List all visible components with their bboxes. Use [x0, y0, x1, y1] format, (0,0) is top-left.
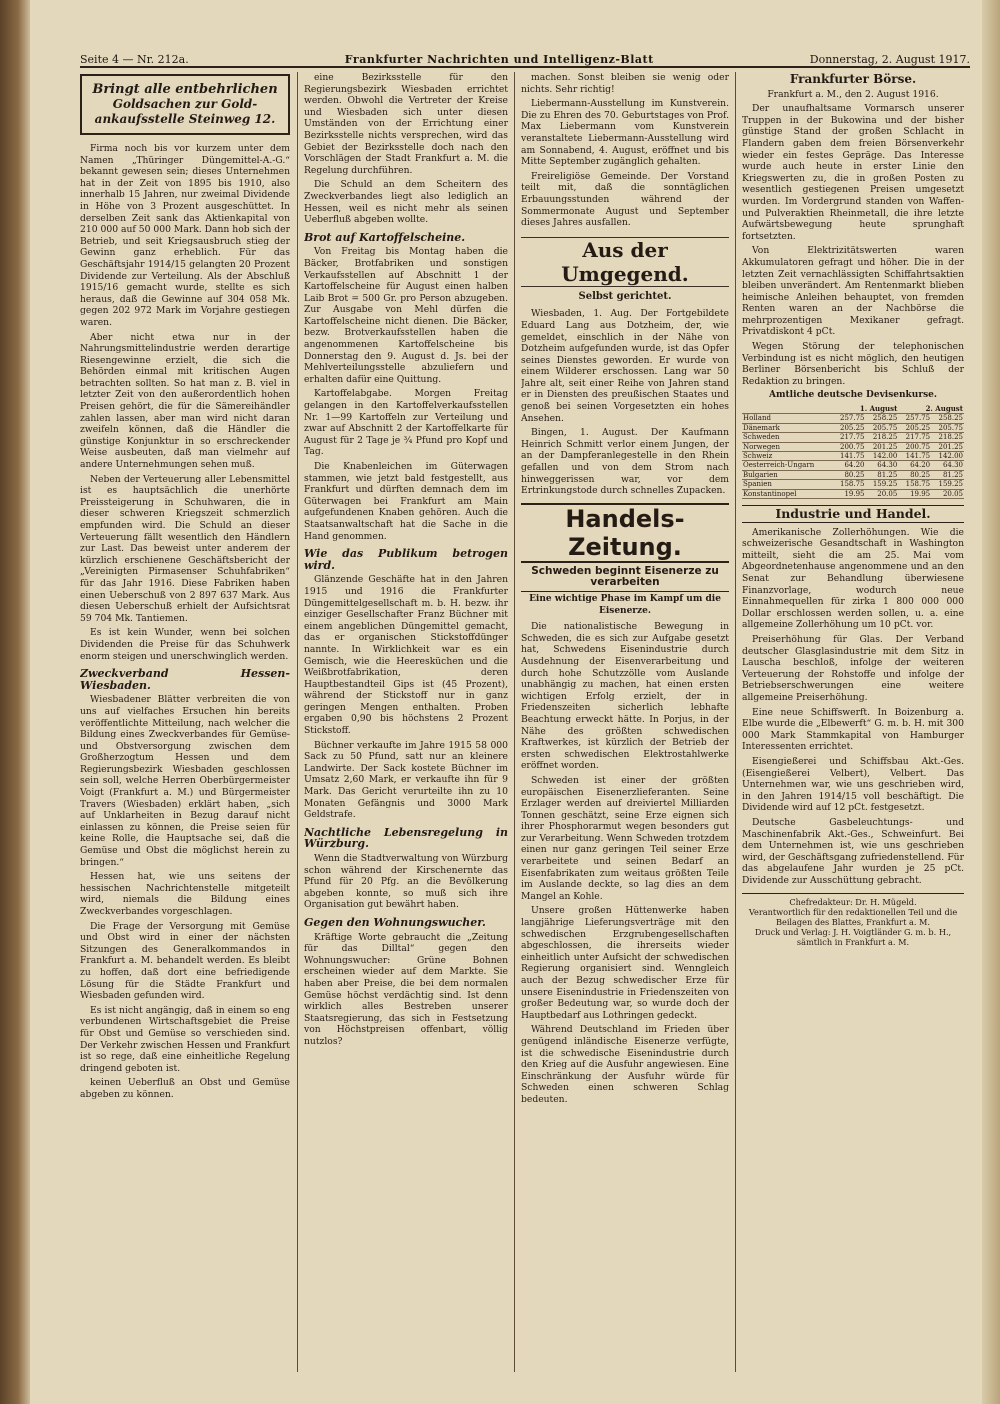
fx-rate: 64.20	[833, 461, 866, 470]
article-paragraph: Von Elektrizitätswerten waren Akkumulatoren gefragt und höher. Die in der letzten Zeit vernachlässigten Schiffahrtsaktien bleiben unverändert. Am Rentenmarkt blieben heimische Anleihen behauptet, von fremden Renten waren an der Nachbörse die mehrprozentigen Mexikaner gefragt. Privatdiskont 4 pCt.	[742, 245, 964, 338]
fx-rate: 205.25	[833, 423, 866, 432]
newspaper-title: Frankfurter Nachrichten und Intelligenz-Blatt	[344, 53, 654, 66]
article-paragraph: Hessen hat, wie uns seitens der hessischen Nachrichtenstelle mitgeteilt wird, niemals die Bildung eines Zweckverbandes vorgeschlagen.	[80, 871, 290, 917]
column-rule	[297, 72, 298, 1372]
fx-rate: 200.75	[833, 442, 866, 451]
fx-currency: Schweden	[742, 433, 833, 442]
fx-rate: 159.25	[931, 480, 964, 489]
gold-advertisement	[80, 74, 290, 135]
issue-date: Donnerstag, 2. August 1917.	[809, 53, 970, 66]
article-paragraph: Kräftige Worte gebraucht die „Zeitung für das Dilltal“ gegen den Wohnungswucher: Grüne Bohnen erscheinen wieder auf dem Markte. Sie haben aber Preise, die bei dem normalen Gemüse höchst verdächtig sind. Ist denn wirklich alles Bestreben unserer Staatsregierung, das sich in Festsetzung von Höchstpreisen offenbart, völlig nutzlos?	[304, 931, 508, 1047]
column-rule	[735, 72, 736, 1372]
fx-currency: Konstantinopel	[742, 489, 833, 498]
article-paragraph: Wiesbaden, 1. Aug. Der Fortgebildete Eduard Lang aus Dotzheim, der, wie gemeldet, einschlich in der Nähe von Dotzheim aufgefunden wurde, ist das Opfer seines Dienstes geworden. Er wurde von einem Wilderer erschossen. Lang war 50 Jahre alt, seit einer Reihe von Jahren stand er in Diensten des preußischen Staates und genoß bei seinen Vorgesetzten ein hohes Ansehen.	[521, 308, 729, 424]
article-paragraph: Aber nicht etwa nur in der Nahrungsmittelindustrie werden derartige Riesengewinne erzielt, die sich die Behörden einmal mit kritischen Augen betrachten sollten. So hat man z. B. viel in letzter Zeit von den außerordentlich hohen Preisen gehört, die für die Sämereihändler zahlen lassen, aber man wird nicht daran zweifeln können, daß die Händler die günstige Konjunktur in so erschreckender Weise ausbeuten, daß man vielmehr auf andere Unternehmungen sehen muß.	[80, 331, 290, 471]
column-3	[521, 72, 729, 1372]
section-title-industrie-handel: Industrie und Handel.	[742, 505, 964, 523]
fx-rate: 80.25	[898, 470, 931, 479]
column-4	[742, 72, 964, 1372]
imprint-editor: Chefredakteur: Dr. H. Mügeld.	[789, 896, 917, 907]
subheadline-selbst-gerichtet: Selbst gerichtet.	[578, 290, 672, 302]
fx-rate: 158.75	[833, 480, 866, 489]
fx-rates-table	[742, 405, 964, 499]
article-paragraph: eine Bezirksstelle für den Regierungsbezirk Wiesbaden errichtet werden. Obwohl die Vertreter der Kreise und Wiesbaden sich unter diesen Umständen von der Errichtung einer Bezirksstelle nichts versprechen, wird das Gebiet der Bezirksstelle doch nach den Vorschlägen der Stadt Frankfurt a. M. die Regelung durchführen.	[304, 72, 508, 176]
article-paragraph: Amerikanische Zollerhöhungen. Wie die schweizerische Gesandtschaft in Washington mitteilt, sieht die am 25. Mai vom Abgeordnetenhause angenommene und an den Senat zur Behandlung überwiesene Finanzvorlage, wodurch neue Einnahmequellen für zirka 1 800 000 000 Dollar erschlossen werden sollen, u. a. eine allgemeine Zollerhöhung um 10 pCt. vor.	[742, 526, 964, 631]
article-paragraph: Wenn die Stadtverwaltung von Würzburg schon während der Kirschenernte das Pfund für 20 Pfg. an die Bevölkerung abgeben konnte, so muß sich ihre Organisation gut bewährt haben.	[304, 853, 508, 911]
fx-table-body	[742, 414, 964, 499]
article-paragraph: Es ist kein Wunder, wenn bei solchen Dividenden die Preise für das Schuhwerk enorm steigen und unerschwinglich werden.	[80, 627, 290, 662]
article-paragraph: Während Deutschland im Frieden über genügend inländische Eisenerze verfügte, ist die schwedische Eisenindustrie durch den Krieg auf die Ausfuhr angewiesen. Eine Einschränkung der Ausfuhr würde für Schweden einen schweren Schlag bedeuten.	[521, 1024, 729, 1105]
fx-row	[742, 414, 964, 423]
fx-row	[742, 480, 964, 489]
fx-header-day2: 2. August	[898, 405, 964, 414]
imprint	[742, 893, 964, 947]
ad-line-1: Bringt alle entbehrlichen	[92, 82, 278, 97]
headline-publikum-betrogen: Wie das Publikum betrogen wird.	[304, 547, 508, 572]
article-paragraph: Es ist nicht angängig, daß in einem so eng verbundenen Wirtschaftsgebiet die Preise für Obst und Gemüse so verschieden sind. Der Verkehr zwischen Hessen und Frankfurt ist so rege, daß eine einheitliche Regelung dringend geboten ist.	[80, 1004, 290, 1074]
article-paragraph: Bingen, 1. August. Der Kaufmann Heinrich Schmitt verlor einem Jungen, der an der Dampferanlegestelle in den Rhein gefallen und von dem Strom nach hinweggerissen war, vor dem Ertrinkungstode durch schnelles Zupacken.	[521, 427, 729, 497]
article-paragraph: Unsere großen Hüttenwerke haben langjährige Lieferungsverträge mit den schwedischen Erzgrubengesellschaften abgeschlossen, die ihrerseits wieder einheitlich unter Aufsicht der schwedischen Regierung organisiert sind. Wenngleich auch der Bezug schwedischer Erze für unsere Eisenindustrie in Friedenszeiten von großer Bedeutung war, so wurde doch der Hauptbedarf aus Lothringen gedeckt.	[521, 905, 729, 1021]
fx-currency: Holland	[742, 414, 833, 423]
fx-rate: 258.25	[931, 414, 964, 423]
fx-row	[742, 489, 964, 498]
article-paragraph: Firma noch bis vor kurzem unter dem Namen „Thüringer Düngemittel-A.-G.“ bekannt gewesen sein; dieses Unternehmen hat in der Zeit von 1895 bis 1910, also innerhalb 15 Jahren, nur zweimal Dividende in Höhe von 3 Prozent ausgeschüttet. In derselben Zeit sank das Aktienkapital von 210 000 auf 50 000 Mark. Dann hob sich der Betrieb, und seit Kriegsausbruch stieg der Gewinn ganz erheblich. Für das Geschäftsjahr 1914/15 gelangten 20 Prozent Dividende zur Verteilung. Als der Abschluß 1915/16 gemacht wurde, stellte es sich heraus, daß die Gewinne auf 304 058 Mk. gegen 202 972 Mark im Vorjahre gestiegen waren.	[80, 143, 290, 328]
fx-rate: 218.25	[931, 433, 964, 442]
fx-rate: 205.75	[866, 423, 899, 432]
fx-rate: 258.25	[866, 414, 899, 423]
fx-rate: 158.75	[898, 480, 931, 489]
article-paragraph: Eisengießerei und Schiffsbau Akt.-Ges. (Eisengießerei Velbert), Velbert. Das Unternehmen war, wie uns geschrieben wird, in den Jahren 1914/15 voll beschäftigt. Die Dividende wird auf 12 pCt. festgesetzt.	[742, 755, 964, 814]
fx-rate: 142.00	[931, 452, 964, 461]
section-title-handels-zeitung: Handels-Zeitung.	[521, 503, 729, 563]
column-1	[80, 72, 290, 1372]
fx-rate: 81.25	[866, 470, 899, 479]
imprint-publisher: Druck und Verlag: J. H. Voigtländer G. m. b. H., sämtlich in Frankfurt a. M.	[754, 926, 952, 947]
article-paragraph: Glänzende Geschäfte hat in den Jahren 1915 und 1916 die Frankfurter Düngemittelgesellschaft m. b. H. bezw. ihr einziger Gesellschafter Franz Büchner mit einem angeblichen Düngemittel gemacht, das er organischen Stickstoffdünger nannte. In Wirklichkeit war es ein Gemisch, wie die Heeresküchen und die Weißbrotfabrikation, deren Hauptbestandteil Gips ist (45 Prozent), während der Stickstoff nur in ganz geringen Mengen enthalten. Proben ergaben 0,90 bis höchstens 2 Prozent Stickstoff.	[304, 574, 508, 737]
fx-rate: 201.25	[931, 442, 964, 451]
page-edge	[982, 0, 1000, 1404]
article-paragraph: Kartoffelabgabe. Morgen Freitag gelangen in den Kartoffelverkaufsstellen Nr. 1—99 Kartoffeln zur Verteilung und zwar auf Abschnitt 2 der Kartoffelkarte für August für 2 Tage je ¾ Pfund pro Kopf und Tag.	[304, 388, 508, 458]
fx-currency: Bulgarien	[742, 470, 833, 479]
fx-rate: 257.75	[833, 414, 866, 423]
headline-frankfurter-boerse: Frankfurter Börse.	[789, 72, 917, 86]
fx-rate: 201.25	[866, 442, 899, 451]
fx-currency: Norwegen	[742, 442, 833, 451]
fx-rate: 205.75	[931, 423, 964, 432]
fx-rate: 141.75	[833, 452, 866, 461]
headline-zweckverband: Zweckverband Hessen-Wiesbaden.	[80, 667, 290, 692]
fx-currency: Oesterreich-Ungarn	[742, 461, 833, 470]
fx-rate: 218.25	[866, 433, 899, 442]
fx-table-title: Amtliche deutsche Devisenkurse.	[768, 390, 938, 401]
fx-rate: 217.75	[833, 433, 866, 442]
article-paragraph: Schweden ist einer der größten europäischen Eisenerzlieferanten. Seine Erzlager werden auf dreiviertel Milliarden Tonnen geschätzt, seine Erze eignen sich ihrer Phosphorarmut wegen besonders gut zur Verarbeitung. Wenn Schweden trotzdem einen nur ganz geringen Teil seiner Erze verarbeitete und seinen Bedarf an Eisenfabrikaten zum weitaus größten Teile im Auslande deckte, so lag dies an dem Mangel an Kohle.	[521, 774, 729, 902]
article-paragraph: Freireligiöse Gemeinde. Der Vorstand teilt mit, daß die sonntäglichen Erbauungsstunden während der Sommermonate August und September dieses Jahres ausfallen.	[521, 170, 729, 229]
article-paragraph: Der unaufhaltsame Vormarsch unserer Truppen in der Bukowina und der bisher günstige Stand der großen Schlacht in Flandern gaben dem freien Börsenverkehr wieder ein festes Gepräge. Das Interesse wurde auch heute in erster Linie den Kriegswerten zu, die in großen Posten zu wesentlich gestiegenen Preisen umgesetzt wurden. Im Vordergrund standen von Waffen- und Pulveraktien Rheinmetall, die ihre letzte Aufwärtsbewegung heute sprunghaft fortsetzten.	[742, 103, 964, 242]
fx-rate: 142.00	[866, 452, 899, 461]
section-title-umgegend: Aus der Umgegend.	[521, 237, 729, 287]
headline-wuerzburg: Nachtliche Lebensregelung in Würzburg.	[304, 825, 508, 851]
article-paragraph: Eine neue Schiffswerft. In Boizenburg a. Elbe wurde die „Elbewerft“ G. m. b. H. mit 300 000 Mark Stammkapital von Hamburger Interessenten errichtet.	[742, 706, 964, 753]
fx-row	[742, 433, 964, 442]
fx-row	[742, 452, 964, 461]
column-2	[304, 72, 508, 1372]
headline-schweden-eisenerze: Schweden beginnt Eisenerze zu verarbeiten	[521, 566, 729, 592]
fx-rate: 81.25	[931, 470, 964, 479]
article-paragraph: Neben der Verteuerung aller Lebensmittel ist es hauptsächlich die unerhörte Preissteigerung in Schuhwaren, die in dieser schweren Kriegszeit schmerzlich empfunden wird. Die Schuld an dieser Verteuerung fällt wesentlich den Händlern zur Last. Das beweist unter anderem der kürzlich erschienene Geschäftsbericht der „Vereinigten Pirmasenser Schuhfabriken“ für das Jahr 1916. Diese Fabriken haben einen Ueberschuß von 2 897 637 Mark. Aus diesen Ueberschuß erhielt der Aufsichtsrat 59 704 Mk. Tantiemen.	[80, 473, 290, 624]
article-paragraph: machen. Sonst bleiben sie wenig oder nichts. Sehr richtig!	[521, 72, 729, 95]
article-paragraph: keinen Ueberfluß an Obst und Gemüse abgeben zu können.	[80, 1077, 290, 1100]
headline-kartoffelscheine: Brot auf Kartoffelscheine.	[304, 230, 466, 244]
fx-row	[742, 470, 964, 479]
column-rule	[514, 72, 515, 1372]
article-paragraph: Liebermann-Ausstellung im Kunstverein. Die zu Ehren des 70. Geburtstages von Prof. Max Liebermann vom Kunstverein veranstaltete Liebermann-Ausstellung wird am Sonnabend, 4. August, eröffnet und bis Mitte September zugänglich gehalten.	[521, 98, 729, 168]
article-paragraph: Deutsche Gasbeleuchtungs- und Maschinenfabrik Akt.-Ges., Schweinfurt. Bei dem Unternehmen ist, wie uns geschrieben wird, der Geschäftsgang zufriedenstellend. Für das abgelaufene Jahr wurden je 25 pCt. Dividende zur Ausschüttung gebracht.	[742, 816, 964, 886]
headline-wohnungswucher: Gegen den Wohnungswucher.	[304, 915, 486, 929]
fx-header-day1: 1. August	[833, 405, 899, 414]
article-paragraph: Preiserhöhung für Glas. Der Verband deutscher Glasglasindustrie mit dem Sitz in Lauscha beschloß, infolge der weiteren Verteuerung der Rohstoffe und infolge der Betriebserschwerungen eine weitere allgemeine Preiserhöhung.	[742, 634, 964, 703]
article-paragraph: Büchner verkaufte im Jahre 1915 58 000 Sack zu 50 Pfund, satt nur an kleinere Landwirte. Der Sack kostete Büchner im Umsatz 2,60 Mark, er verkaufte ihn für 9 Mark. Das Gericht verurteilte ihn zu 10 Monaten Gefängnis und 3000 Mark Geldstrafe.	[304, 739, 508, 821]
fx-currency: Spanien	[742, 480, 833, 489]
book-binding	[0, 0, 30, 1404]
article-paragraph: Die Schuld an dem Scheitern des Zweckverbandes liegt also lediglich an Hessen, weil es nicht mehr als seinen Ueberfluß abgeben wollte.	[304, 179, 508, 226]
fx-currency: Schweiz	[742, 452, 833, 461]
fx-rate: 20.05	[866, 489, 899, 498]
notice-paragraph: Wegen Störung der telephonischen Verbindung ist es nicht möglich, den heutigen Berliner Börsenbericht bis Schluß der Redaktion zu bringen.	[742, 341, 964, 387]
fx-rate: 80.25	[833, 470, 866, 479]
fx-rate: 64.30	[866, 461, 899, 470]
dateline: Frankfurt a. M., den 2. August 1916.	[767, 88, 939, 100]
fx-rate: 64.30	[931, 461, 964, 470]
fx-row	[742, 423, 964, 432]
fx-row	[742, 442, 964, 451]
fx-rate: 200.75	[898, 442, 931, 451]
fx-header-currency	[742, 405, 833, 414]
page-header	[80, 46, 970, 68]
page-number: Seite 4 — Nr. 212a.	[80, 53, 189, 66]
fx-rate: 20.05	[931, 489, 964, 498]
fx-rate: 257.75	[898, 414, 931, 423]
fx-rate: 205.25	[898, 423, 931, 432]
article-paragraph: Von Freitag bis Montag haben die Bäcker, Brotfabriken und sonstigen Verkaufsstellen auf Abschnitt 1 der Kartoffelscheine für August einen halben Laib Brot = 500 Gr. pro Person abzugeben. Zur Ausgabe von Mehl dürfen die Kartoffelscheine nicht dienen. Die Bäcker, bezw. Brotverkaufsstellen haben die angenommenen Kartoffelscheine bis Donnerstag den 9. August d. Js. bei der Mehlverteilungsstelle abzuliefern und erhalten dafür eine Quittung.	[304, 246, 508, 385]
article-paragraph: Die Knabenleichen im Güterwagen stammen, wie jetzt bald festgestellt, aus Frankfurt und dürften demnach dem im Güterwagen bei Frankfurt am Main aufgefundenen Knaben gehören. Auch die Staatsanwaltschaft hat die Sache in die Hand genommen.	[304, 461, 508, 542]
article-paragraph: Die nationalistische Bewegung in Schweden, die es sich zur Aufgabe gesetzt hat, Schwedens Eisenindustrie durch Ausdehnung der Eisenverarbeitung und durch hohe Schutzzölle vom Auslande unabhängig zu machen, hat einen ersten wichtigen Erfolg erzielt, der in Friedenszeiten sicherlich lebhafte Beachtung erweckt hätte. In Porjus, in der Nähe des größten schwedischen Kraftwerkes, ist kürzlich der Betrieb der ersten schwedischen Elektrostahlwerke eröffnet worden.	[521, 621, 729, 772]
fx-rate: 64.20	[898, 461, 931, 470]
fx-rate: 217.75	[898, 433, 931, 442]
ad-line-3: ankaufsstelle Steinweg 12.	[94, 112, 276, 126]
fx-row	[742, 461, 964, 470]
fx-rate: 159.25	[866, 480, 899, 489]
fx-currency: Dänemark	[742, 423, 833, 432]
article-paragraph: Wiesbadener Blätter verbreiten die von uns auf vielfaches Ersuchen hin bereits veröffentlichte Mitteilung, nach welcher die Bildung eines Zweckverbandes für Gemüse- und Obstversorgung zwischen dem Großherzogtum Hessen und dem Regierungsbezirk Wiesbaden geschlossen sein soll, welche Herren Oberbürgermeister Voigt (Frankfurt a. M.) und Bürgermeister Travers (Wiesbaden) erklärt haben, „sich auf Unklarheiten in Bezug darauf nicht einlassen zu können, die Preise seien für keine Rolle, die Hauptsache sei, daß die Gemüse und Obst die möglichst herein zu bringen.“	[80, 694, 290, 868]
subheadline-eisenerze: Eine wichtige Phase im Kampf um die Eisenerze.	[529, 594, 721, 616]
article-paragraph: Die Frage der Versorgung mit Gemüse und Obst wird in einer der nächsten Sitzungen des Generalkommandos in Frankfurt a. M. behandelt werden. Es bleibt zu hoffen, daß dort eine befriedigende Lösung für die Städte Frankfurt und Wiesbaden gefunden wird.	[80, 920, 290, 1002]
imprint-responsibility: Verantwortlich für den redaktionellen Teil und die Beilagen des Blattes, Frankfurt a. M.	[748, 906, 958, 927]
ad-line-2: Goldsachen zur Gold-	[112, 97, 258, 111]
fx-rate: 19.95	[833, 489, 866, 498]
fx-rate: 141.75	[898, 452, 931, 461]
fx-rate: 19.95	[898, 489, 931, 498]
